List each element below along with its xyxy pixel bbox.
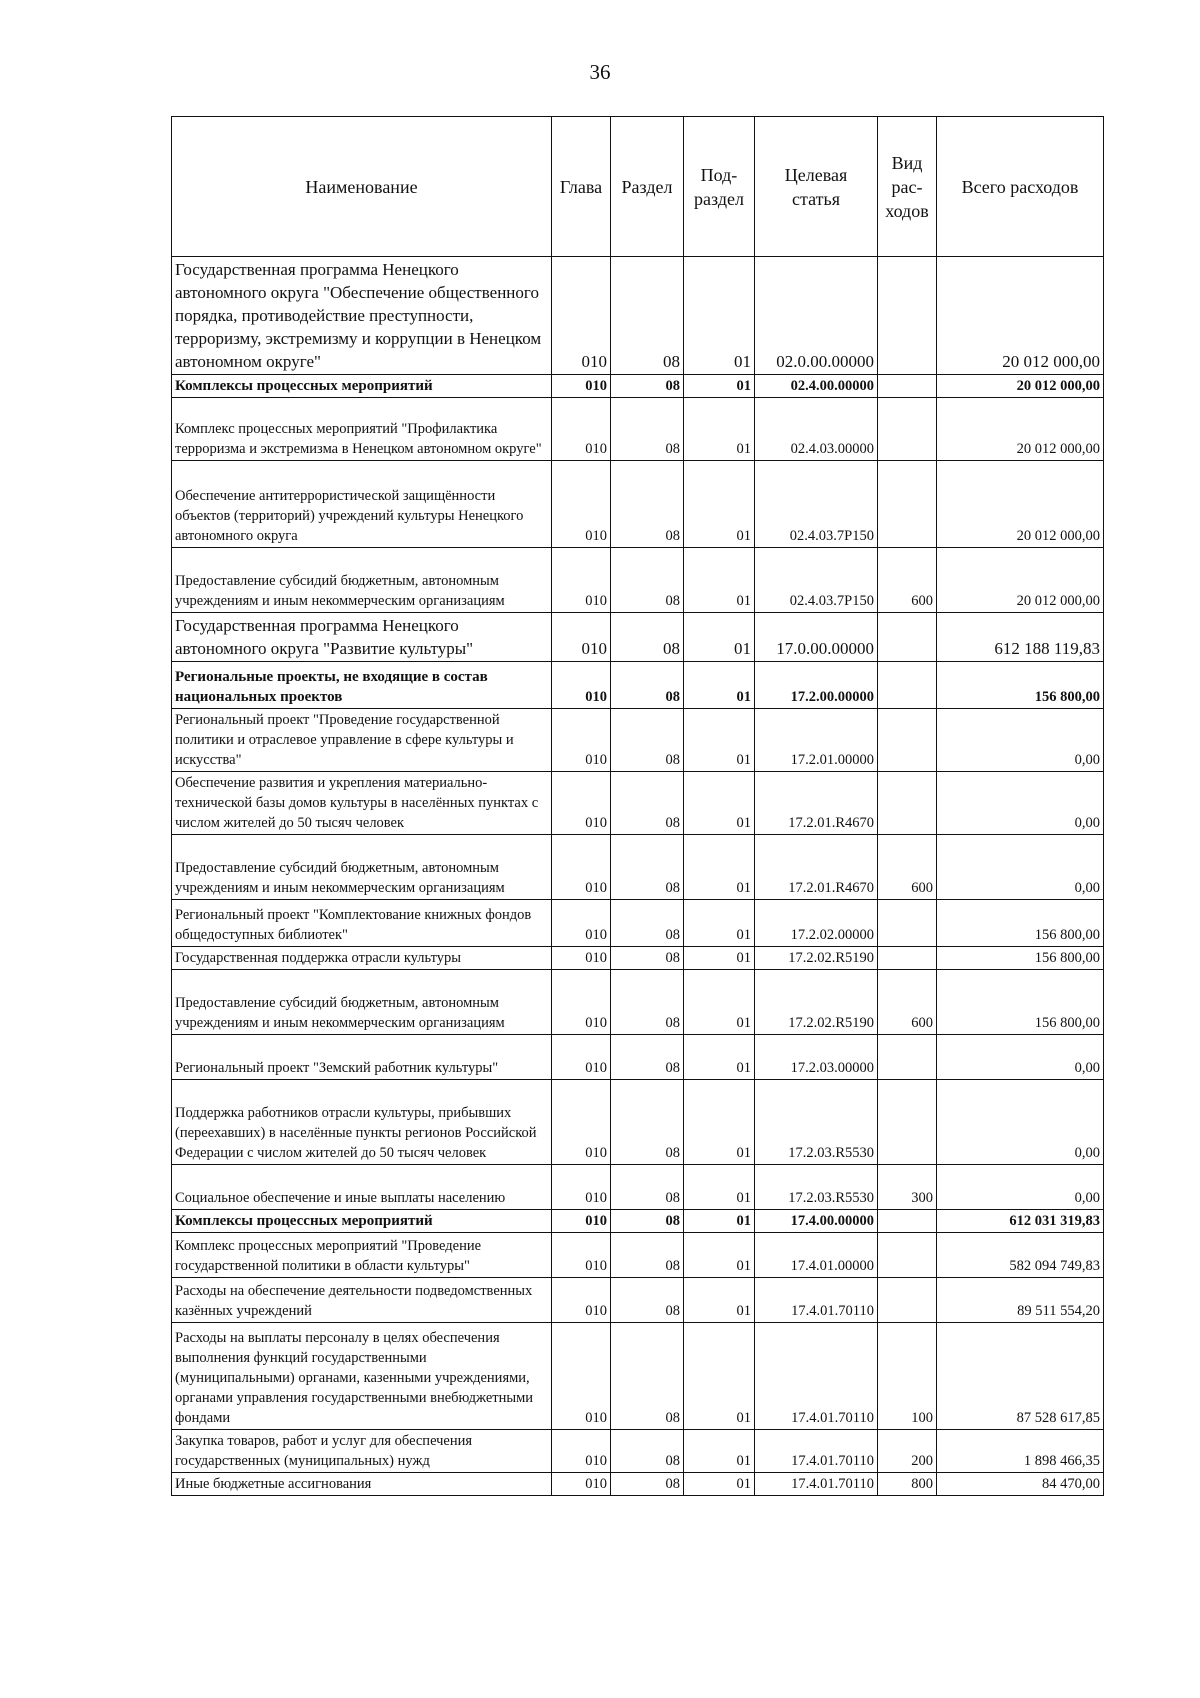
row-total: 156 800,00 [937,970,1104,1035]
budget-table [171,116,1104,1496]
row-vid [878,1233,937,1278]
row-celevaya: 17.2.01.00000 [755,709,878,772]
row-total: 0,00 [937,709,1104,772]
table-row [172,947,1104,970]
row-celevaya: 02.4.03.00000 [755,398,878,461]
row-name: Комплексы процессных мероприятий [172,1210,552,1233]
row-celevaya: 17.4.01.70110 [755,1473,878,1496]
row-glava: 010 [552,947,611,970]
row-podrazdel: 01 [684,662,755,709]
row-total: 89 511 554,20 [937,1278,1104,1323]
table-row [172,1473,1104,1496]
row-podrazdel: 01 [684,1233,755,1278]
row-podrazdel: 01 [684,548,755,613]
table-row [172,1080,1104,1165]
row-total: 20 012 000,00 [937,548,1104,613]
row-vid [878,613,937,662]
row-podrazdel: 01 [684,1165,755,1210]
row-podrazdel: 01 [684,613,755,662]
row-celevaya: 17.2.03.00000 [755,1035,878,1080]
row-total: 20 012 000,00 [937,398,1104,461]
row-vid [878,257,937,375]
row-podrazdel: 01 [684,1035,755,1080]
row-celevaya: 02.0.00.00000 [755,257,878,375]
row-celevaya: 17.2.03.R5530 [755,1080,878,1165]
row-podrazdel: 01 [684,1473,755,1496]
row-glava: 010 [552,1430,611,1473]
row-vid [878,947,937,970]
row-vid [878,398,937,461]
row-razdel: 08 [611,947,684,970]
row-name: Комплексы процессных мероприятий [172,375,552,398]
row-celevaya: 17.2.02.00000 [755,900,878,947]
row-vid [878,1035,937,1080]
row-vid: 600 [878,835,937,900]
row-total: 612 031 319,83 [937,1210,1104,1233]
row-razdel: 08 [611,375,684,398]
row-total: 0,00 [937,1035,1104,1080]
row-celevaya: 02.4.03.7Р150 [755,461,878,548]
row-vid: 800 [878,1473,937,1496]
row-name: Государственная программа Ненецкого автономного округа "Развитие культуры" [172,613,552,662]
row-vid: 600 [878,548,937,613]
page-number: 36 [589,60,611,84]
row-razdel: 08 [611,900,684,947]
row-total: 0,00 [937,772,1104,835]
table-body [172,257,1104,1496]
row-vid [878,1080,937,1165]
row-vid [878,900,937,947]
row-name: Предоставление субсидий бюджетным, автономным учреждениям и иным некоммерческим организациям [172,970,552,1035]
table-row [172,613,1104,662]
row-razdel: 08 [611,1278,684,1323]
row-glava: 010 [552,398,611,461]
row-name: Региональные проекты, не входящие в состав национальных проектов [172,662,552,709]
row-razdel: 08 [611,1473,684,1496]
row-name: Комплекс процессных мероприятий "Профилактика терроризма и экстремизма в Ненецком автономном округе" [172,398,552,461]
row-podrazdel: 01 [684,461,755,548]
table-row [172,835,1104,900]
row-vid [878,375,937,398]
row-vid: 600 [878,970,937,1035]
table-row [172,1210,1104,1233]
row-vid: 200 [878,1430,937,1473]
row-razdel: 08 [611,613,684,662]
table-row [172,772,1104,835]
row-celevaya: 17.2.01.R4670 [755,835,878,900]
row-podrazdel: 01 [684,1278,755,1323]
header-name: Наименование [172,117,552,257]
row-name: Расходы на выплаты персоналу в целях обеспечения выполнения функций государственными (муниципальными) органами, казенными учреждениями, органами управления государственными внебюджетными фондами [172,1323,552,1430]
row-name: Предоставление субсидий бюджетным, автономным учреждениям и иным некоммерческим организациям [172,548,552,613]
row-total: 1 898 466,35 [937,1430,1104,1473]
row-name: Расходы на обеспечение деятельности подведомственных казённых учреждений [172,1278,552,1323]
row-vid [878,461,937,548]
table-row [172,1035,1104,1080]
row-total: 0,00 [937,835,1104,900]
row-total: 84 470,00 [937,1473,1104,1496]
row-vid [878,662,937,709]
header-vid: Вид рас- ходов [878,117,937,257]
row-vid [878,1278,937,1323]
row-podrazdel: 01 [684,257,755,375]
row-razdel: 08 [611,1035,684,1080]
row-celevaya: 17.4.01.70110 [755,1430,878,1473]
row-name: Региональный проект "Проведение государственной политики и отраслевое управление в сфере культуры и искусства" [172,709,552,772]
row-total: 612 188 119,83 [937,613,1104,662]
row-podrazdel: 01 [684,398,755,461]
row-glava: 010 [552,548,611,613]
row-name: Социальное обеспечение и иные выплаты населению [172,1165,552,1210]
row-razdel: 08 [611,970,684,1035]
row-podrazdel: 01 [684,835,755,900]
table-row [172,398,1104,461]
row-razdel: 08 [611,461,684,548]
row-name: Обеспечение антитеррористической защищённости объектов (территорий) учреждений культуры Ненецкого автономного округа [172,461,552,548]
row-podrazdel: 01 [684,375,755,398]
row-podrazdel: 01 [684,1210,755,1233]
table-row [172,1430,1104,1473]
row-glava: 010 [552,709,611,772]
header-celevaya: Целевая статья [755,117,878,257]
row-celevaya: 02.4.03.7Р150 [755,548,878,613]
row-total: 156 800,00 [937,662,1104,709]
row-podrazdel: 01 [684,1430,755,1473]
row-razdel: 08 [611,709,684,772]
row-total: 582 094 749,83 [937,1233,1104,1278]
row-name: Предоставление субсидий бюджетным, автономным учреждениям и иным некоммерческим организациям [172,835,552,900]
row-celevaya: 17.2.02.R5190 [755,947,878,970]
row-celevaya: 02.4.00.00000 [755,375,878,398]
row-glava: 010 [552,1210,611,1233]
row-razdel: 08 [611,548,684,613]
row-glava: 010 [552,461,611,548]
row-name: Иные бюджетные ассигнования [172,1473,552,1496]
row-name: Поддержка работников отрасли культуры, прибывших (переехавших) в населённые пункты регионов Российской Федерации с числом жителей до 50 тысяч человек [172,1080,552,1165]
table-row [172,461,1104,548]
row-glava: 010 [552,375,611,398]
table-row [172,1323,1104,1430]
table-row [172,970,1104,1035]
row-razdel: 08 [611,835,684,900]
row-total: 20 012 000,00 [937,461,1104,548]
row-glava: 010 [552,1035,611,1080]
row-glava: 010 [552,613,611,662]
row-glava: 010 [552,1080,611,1165]
table-row [172,257,1104,375]
row-vid: 300 [878,1165,937,1210]
row-podrazdel: 01 [684,947,755,970]
row-vid [878,772,937,835]
header-total: Всего расходов [937,117,1104,257]
row-vid: 100 [878,1323,937,1430]
table-row [172,709,1104,772]
row-total: 156 800,00 [937,900,1104,947]
row-total: 156 800,00 [937,947,1104,970]
row-podrazdel: 01 [684,1323,755,1430]
table-row [172,548,1104,613]
row-glava: 010 [552,1278,611,1323]
row-podrazdel: 01 [684,772,755,835]
row-name: Региональный проект "Комплектование книжных фондов общедоступных библиотек" [172,900,552,947]
row-celevaya: 17.4.01.70110 [755,1278,878,1323]
row-celevaya: 17.4.01.70110 [755,1323,878,1430]
row-glava: 010 [552,662,611,709]
row-razdel: 08 [611,1210,684,1233]
row-glava: 010 [552,257,611,375]
row-podrazdel: 01 [684,1080,755,1165]
header-podrazdel: Под- раздел [684,117,755,257]
row-razdel: 08 [611,1233,684,1278]
row-razdel: 08 [611,1165,684,1210]
table-row [172,900,1104,947]
table-row [172,1278,1104,1323]
row-vid [878,1210,937,1233]
row-glava: 010 [552,1165,611,1210]
row-podrazdel: 01 [684,970,755,1035]
table-row [172,375,1104,398]
row-razdel: 08 [611,772,684,835]
row-celevaya: 17.0.00.00000 [755,613,878,662]
row-glava: 010 [552,900,611,947]
row-name: Региональный проект "Земский работник культуры" [172,1035,552,1080]
row-vid [878,709,937,772]
table-header-row [172,117,1104,257]
row-celevaya: 17.4.01.00000 [755,1233,878,1278]
row-total: 0,00 [937,1165,1104,1210]
row-razdel: 08 [611,1323,684,1430]
row-total: 20 012 000,00 [937,375,1104,398]
row-total: 0,00 [937,1080,1104,1165]
row-name: Государственная поддержка отрасли культуры [172,947,552,970]
row-razdel: 08 [611,1430,684,1473]
row-name: Обеспечение развития и укрепления материально-технической базы домов культуры в населённых пунктах с числом жителей до 50 тысяч человек [172,772,552,835]
header-razdel: Раздел [611,117,684,257]
row-razdel: 08 [611,257,684,375]
row-razdel: 08 [611,398,684,461]
row-glava: 010 [552,772,611,835]
row-razdel: 08 [611,662,684,709]
header-glava: Глава [552,117,611,257]
table-row [172,662,1104,709]
row-podrazdel: 01 [684,709,755,772]
row-total: 87 528 617,85 [937,1323,1104,1430]
row-glava: 010 [552,1233,611,1278]
row-name: Закупка товаров, работ и услуг для обеспечения государственных (муниципальных) нужд [172,1430,552,1473]
row-total: 20 012 000,00 [937,257,1104,375]
table-row [172,1233,1104,1278]
row-celevaya: 17.2.02.R5190 [755,970,878,1035]
row-glava: 010 [552,1473,611,1496]
row-razdel: 08 [611,1080,684,1165]
row-podrazdel: 01 [684,900,755,947]
row-name: Комплекс процессных мероприятий "Проведение государственной политики в области культуры" [172,1233,552,1278]
row-glava: 010 [552,835,611,900]
row-celevaya: 17.2.01.R4670 [755,772,878,835]
row-glava: 010 [552,970,611,1035]
row-celevaya: 17.2.03.R5530 [755,1165,878,1210]
row-name: Государственная программа Ненецкого автономного округа "Обеспечение общественного порядка, противодействие преступности, терроризму, экстремизму и коррупции в Ненецком автономном округе" [172,257,552,375]
row-glava: 010 [552,1323,611,1430]
row-celevaya: 17.4.00.00000 [755,1210,878,1233]
row-celevaya: 17.2.00.00000 [755,662,878,709]
table-row [172,1165,1104,1210]
